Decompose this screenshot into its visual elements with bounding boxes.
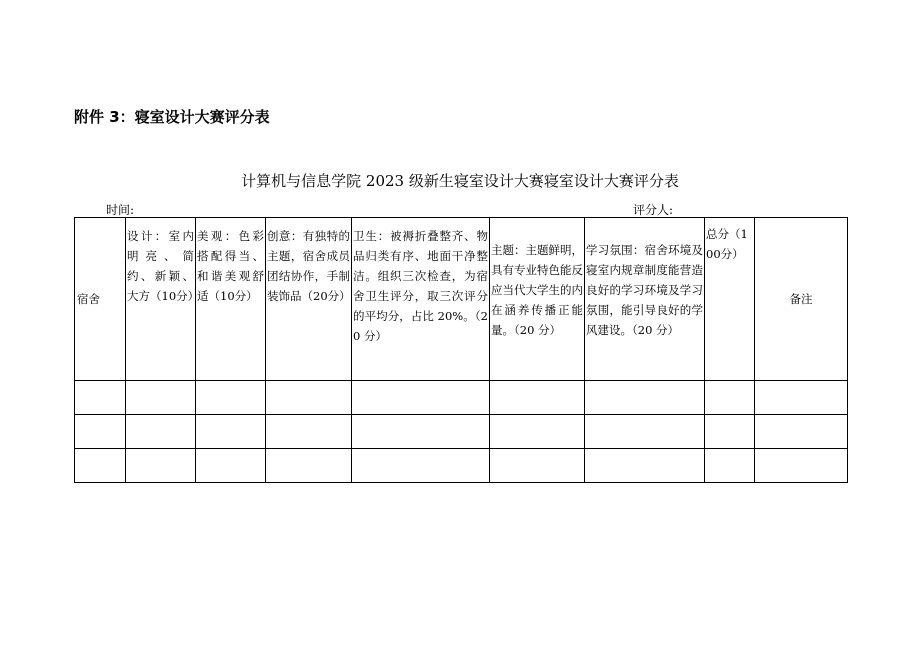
table-cell[interactable] xyxy=(266,381,352,415)
header-total-text: 总分（100分） xyxy=(706,227,748,261)
header-design xyxy=(126,218,200,381)
table-row xyxy=(75,381,848,415)
table-cell[interactable] xyxy=(755,449,848,483)
time-label: 时间: xyxy=(106,203,135,217)
table-cell[interactable] xyxy=(266,449,352,483)
header-creativity xyxy=(266,218,352,381)
header-beauty xyxy=(196,218,266,381)
table-cell[interactable] xyxy=(266,415,352,449)
table-cell[interactable] xyxy=(126,415,196,449)
table-cell[interactable] xyxy=(75,381,126,415)
table-cell[interactable] xyxy=(126,381,196,415)
table-cell[interactable] xyxy=(490,449,585,483)
header-theme-text: 主题：主题鲜明，具有专业特色能反应当代大学生的内在涵养传播正能量。（20 分） xyxy=(491,243,583,337)
table-cell[interactable] xyxy=(755,415,848,449)
table-cell[interactable] xyxy=(352,415,490,449)
table-cell[interactable] xyxy=(755,381,848,415)
header-dorm: 宿舍 xyxy=(75,218,126,381)
table-cell[interactable] xyxy=(585,449,705,483)
table-cell[interactable] xyxy=(490,381,585,415)
table-cell[interactable] xyxy=(490,415,585,449)
table-cell[interactable] xyxy=(705,381,755,415)
table-cell[interactable] xyxy=(196,415,266,449)
scorer-label: 评分人: xyxy=(633,203,674,217)
table-cell[interactable] xyxy=(352,381,490,415)
header-row xyxy=(75,218,848,381)
table-cell[interactable] xyxy=(585,381,705,415)
header-remarks: 备注 xyxy=(755,218,848,381)
table-cell[interactable] xyxy=(705,415,755,449)
page-title: 计算机与信息学院 2023 级新生寝室设计大赛寝室设计大赛评分表 xyxy=(241,172,679,190)
header-atmosphere xyxy=(585,218,705,381)
table-row xyxy=(75,449,848,483)
header-design-text: 设计：室内明亮、简约、新颖、大方（10分） xyxy=(127,229,200,303)
header-beauty-text: 美观：色彩搭配得当、和谐美观舒适（10分） xyxy=(197,229,264,303)
table-cell[interactable] xyxy=(126,449,196,483)
table-row xyxy=(75,415,848,449)
attachment-label: 附件 3：寝室设计大赛评分表 xyxy=(74,108,270,126)
table-cell[interactable] xyxy=(196,381,266,415)
table-cell[interactable] xyxy=(585,415,705,449)
table-cell[interactable] xyxy=(196,449,266,483)
header-theme xyxy=(490,218,585,381)
header-hygiene-text: 卫生：被褥折叠整齐、物品归类有序、地面干净整洁。组织三次检查，为宿舍卫生评分，取三次评分的平均分，占比 20%。（20 分） xyxy=(353,229,488,343)
table-cell[interactable] xyxy=(705,449,755,483)
header-atmosphere-text: 学习氛围：宿舍环境及寝室内规章制度能营造良好的学习环境及学习氛围，能引导良好的学风建设。（20 分） xyxy=(586,243,703,337)
table-cell[interactable] xyxy=(75,415,126,449)
header-hygiene xyxy=(352,218,490,381)
header-creativity-text: 创意：有独特的主题，宿舍成员团结协作，手制装饰品（20分） xyxy=(267,229,351,303)
table-cell[interactable] xyxy=(75,449,126,483)
score-table xyxy=(74,217,848,483)
header-total xyxy=(705,218,755,381)
table-cell[interactable] xyxy=(352,449,490,483)
